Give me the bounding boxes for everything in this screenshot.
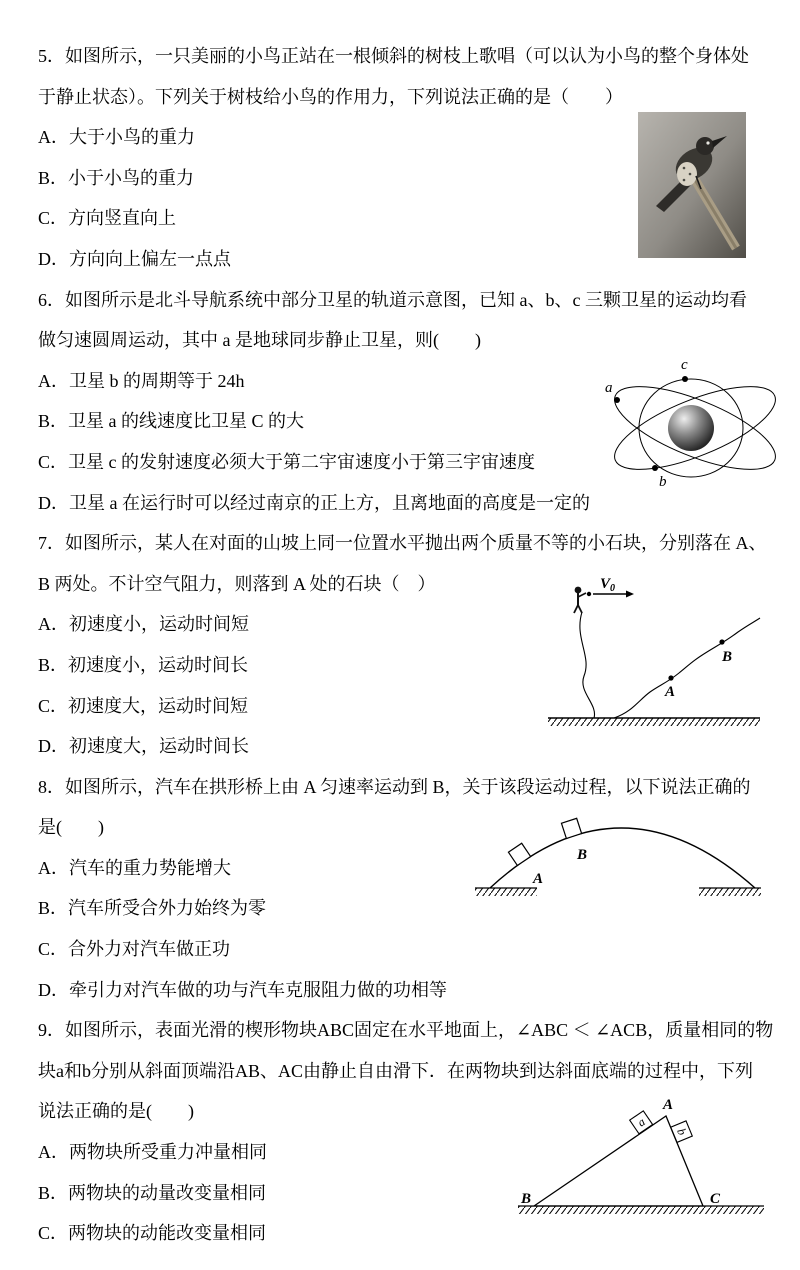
question-9-option-c: C．两物块的动能改变量相同 xyxy=(38,1223,267,1244)
person-leg xyxy=(574,605,578,613)
ground-hatching xyxy=(548,718,760,726)
breast-speckle xyxy=(683,179,686,182)
bridge-arc xyxy=(490,828,755,888)
ground-hatching xyxy=(518,1206,764,1214)
question-7-option-a: A．初速度小，运动时间短 xyxy=(38,614,249,635)
bird-head xyxy=(696,137,714,155)
car-a-label: A xyxy=(533,871,544,887)
wedge-blocks-figure xyxy=(518,1096,768,1221)
vertex-a-label: A xyxy=(662,1097,674,1113)
question-5-stem-line-1: 5．如图所示，一只美丽的小鸟正站在一根倾斜的树枝上歌唱（可以认为小鸟的整个身体处 xyxy=(38,46,749,66)
question-8-stem-line-1: 8．如图所示，汽车在拱形桥上由 A 匀速率运动到 B，关于该段运动过程，以下说法正确的 xyxy=(38,776,751,797)
car-b-block xyxy=(561,818,581,838)
cliff-curve xyxy=(580,612,595,718)
question-8-option-c: C．合外力对汽车做正功 xyxy=(38,939,231,960)
block-b xyxy=(671,1121,693,1143)
block-a xyxy=(630,1111,653,1134)
stone-dot xyxy=(587,592,591,596)
satellite-c-label: c xyxy=(681,357,688,373)
satellite-b-label: b xyxy=(659,474,667,490)
projectile-hill-figure xyxy=(542,578,767,736)
question-7-option-b: B．初速度小，运动时间长 xyxy=(38,654,249,675)
question-5-option-a: A．大于小鸟的重力 xyxy=(38,127,195,148)
point-a-dot xyxy=(668,675,673,680)
person-leg xyxy=(578,605,582,613)
point-b-label: B xyxy=(721,649,733,665)
question-8-option-a: A．汽车的重力势能增大 xyxy=(38,857,231,878)
vertex-b-label: B xyxy=(521,1191,532,1207)
question-5-option-c: C．方向竖直向上 xyxy=(38,208,177,229)
arch-bridge-figure xyxy=(473,813,763,899)
hill-slope-curve xyxy=(614,618,760,718)
question-9-option-b: B．两物块的动量改变量相同 xyxy=(38,1182,267,1203)
question-6-option-b: B．卫星 a 的线速度比卫星 C 的大 xyxy=(38,411,304,432)
question-7-stem-line-1: 7．如图所示，某人在对面的山坡上同一位置水平抛出两个质量不等的小石块，分别落在 A、 xyxy=(38,533,767,554)
bird-photo-figure xyxy=(638,112,746,258)
question-7-option-c: C．初速度大，运动时间短 xyxy=(38,695,249,716)
left-ground-hatching xyxy=(475,888,537,896)
right-ground-hatching xyxy=(699,888,761,896)
question-5-option-b: B．小于小鸟的重力 xyxy=(38,167,195,188)
bird-breast xyxy=(677,162,697,186)
v0-arrow-head xyxy=(626,591,634,598)
question-9-option-a: A．两物块所受重力冲量相同 xyxy=(38,1142,267,1163)
question-8-stem-line-2: 是( ) xyxy=(38,817,104,838)
question-6-stem-line-2: 做匀速圆周运动，其中 a 是地球同步静止卫星，则( ) xyxy=(38,330,481,351)
question-5-option-d: D．方向向上偏左一点点 xyxy=(38,248,231,269)
satellite-c-dot xyxy=(682,376,688,382)
satellite-a-label: a xyxy=(605,380,613,396)
question-9-stem-line-3: 说法正确的是( ) xyxy=(38,1101,194,1122)
point-a-label: A xyxy=(664,684,676,700)
satellite-b-dot xyxy=(652,465,658,471)
person-head xyxy=(575,587,582,594)
bird-eye xyxy=(706,141,709,144)
question-9-stem-line-1: 9．如图所示，表面光滑的楔形物块ABC固定在水平地面上，∠ABC ＜ ∠ACB，质量相同的物 xyxy=(38,1020,774,1041)
point-b-dot xyxy=(719,639,724,644)
question-6-stem-line-1: 6．如图所示是北斗导航系统中部分卫星的轨道示意图，已知 a、b、c 三颗卫星的运动均看 xyxy=(38,289,747,310)
car-a-block xyxy=(508,843,530,865)
block-a-label: a xyxy=(634,1114,648,1130)
v0-label: $V_0$ xyxy=(600,578,616,594)
question-8-option-d: D．牵引力对汽车做的功与汽车克服阻力做的功相等 xyxy=(38,979,447,1000)
car-b-label: B xyxy=(577,847,588,863)
question-6-option-c: C．卫星 c 的发射速度必须大于第二宇宙速度小于第三宇宙速度 xyxy=(38,451,535,472)
vertex-c-label: C xyxy=(710,1191,721,1207)
question-9-stem-line-2: 块a和b分别从斜面顶端沿AB、AC由静止自由滑下．在两物块到达斜面底端的过程中，下列 xyxy=(38,1060,753,1081)
breast-speckle xyxy=(683,167,686,170)
question-7-stem-line-2: B 两处。不计空气阻力，则落到 A 处的石块（ ） xyxy=(38,573,436,594)
question-6-option-a: A．卫星 b 的周期等于 24h xyxy=(38,370,245,391)
question-6-option-d: D．卫星 a 在运行时可以经过南京的正上方，且离地面的高度是一定的 xyxy=(38,492,590,513)
question-5-stem-line-2: 于静止状态）。下列关于树枝给小鸟的作用力，下列说法正确的是（ ） xyxy=(38,86,623,107)
person-arm xyxy=(578,593,586,597)
question-7-option-d: D．初速度大，运动时间长 xyxy=(38,736,249,757)
satellite-orbits-figure xyxy=(603,340,793,515)
satellite-a-dot xyxy=(614,397,620,403)
question-8-option-b: B．汽车所受合外力始终为零 xyxy=(38,898,267,919)
block-b-label: b xyxy=(674,1126,690,1138)
earth-sphere xyxy=(668,405,714,451)
breast-speckle xyxy=(689,173,692,176)
